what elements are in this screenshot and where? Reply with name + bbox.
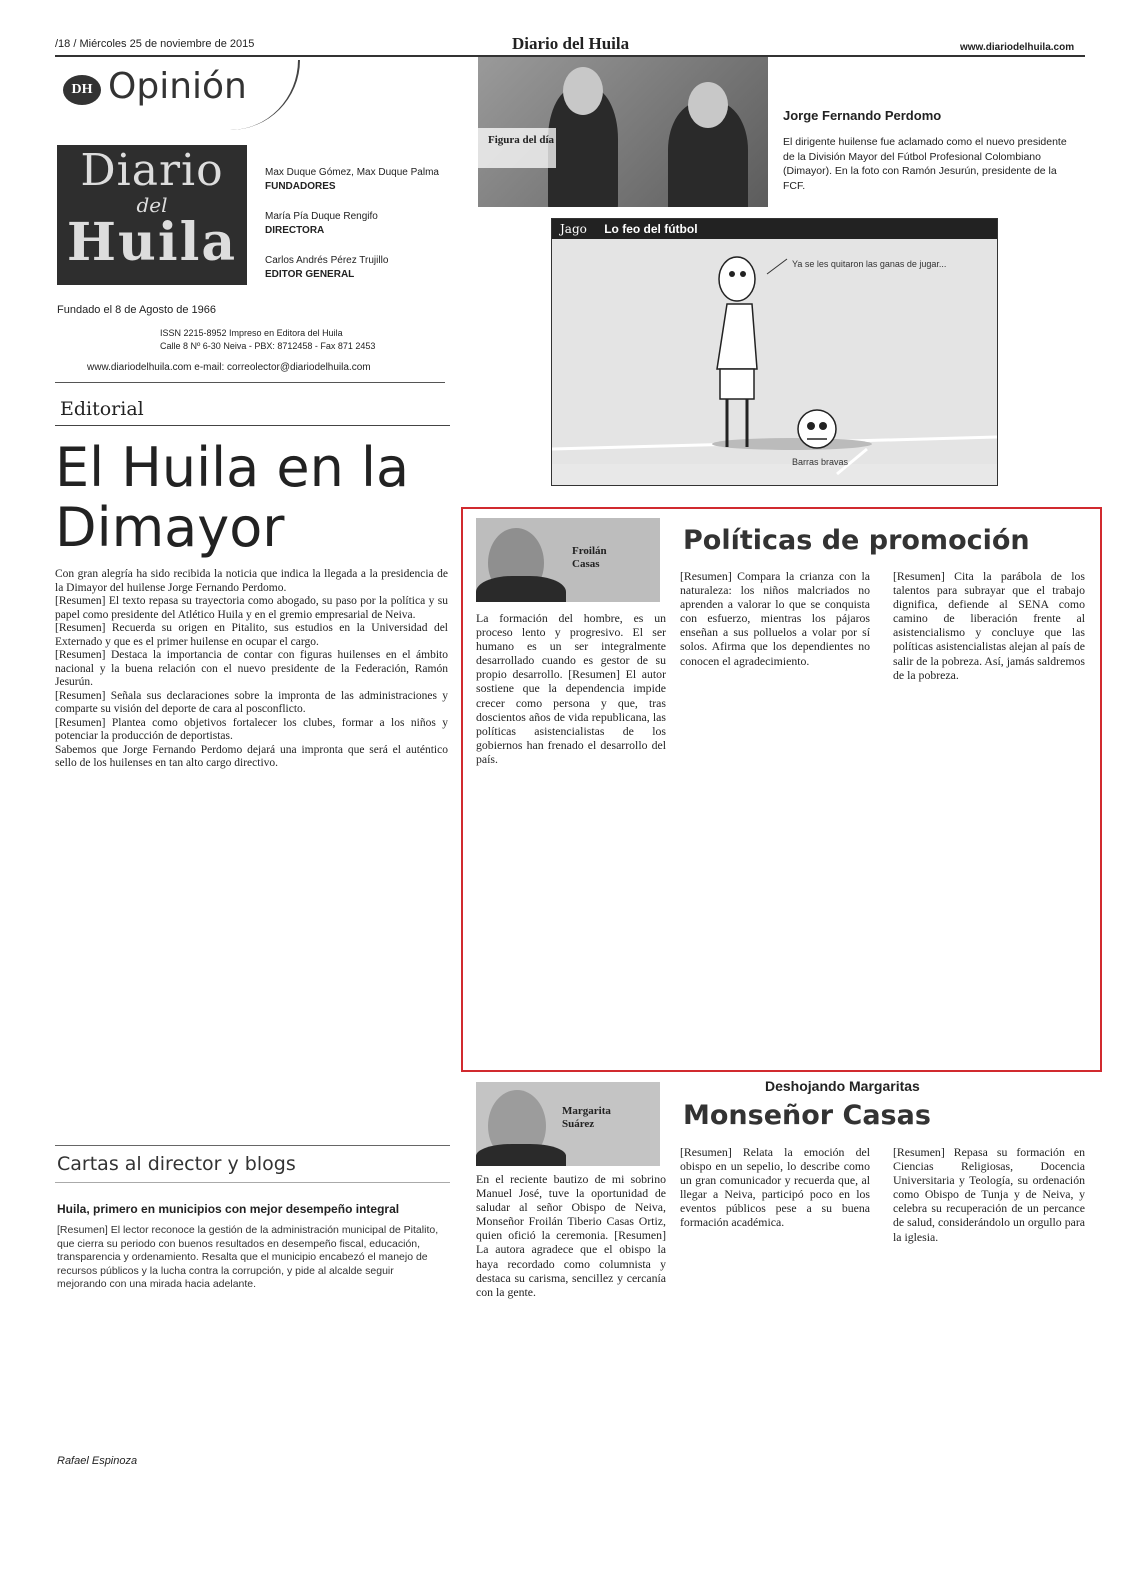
paragraph: Sabemos que Jorge Fernando Perdomo dejará una impronta que será el auténtico sello de los huilenses en tan alto cargo directivo. [55, 743, 448, 769]
author-suit [476, 576, 566, 602]
paper-name: Diario del Huila [512, 34, 630, 53]
cartoon-title: Lo feo del fútbol [604, 222, 698, 236]
author-photo [476, 518, 660, 602]
article-column-2: [Resumen] Compara la crianza con la naturaleza: los niños malcriados no aprenden a valorar lo que se conquista con esfuerzo, mientras los pájaros enseñan a sus polluelos a volar por sí solos. Afirma que los dependientes no conocen el agradecimiento. [680, 569, 870, 668]
editorial-title: El Huila en la Dimayor [55, 436, 410, 559]
paragraph: [Resumen] El texto repasa su trayectoria como abogado, su paso por la política y su papel como presidente del Atlético Huila y en el gremio empresarial de Neiva. [55, 595, 448, 621]
author-last: Casas [572, 558, 600, 570]
cartoon-caption: Barras bravas [792, 457, 849, 467]
masthead-logo [57, 145, 247, 285]
author-shoulders [476, 1144, 566, 1166]
author-name [562, 1105, 611, 1131]
page-info: /18 / Miércoles 25 de noviembre de 2015 [55, 38, 255, 50]
article-title: Monseñor Casas [683, 1100, 931, 1131]
letter-title: Huila, primero en municipios con mejor desempeño integral [57, 1202, 400, 1216]
cartoon-drawing [552, 219, 998, 486]
contact-line[interactable]: www.diariodelhuila.com e-mail: correolector@diariodelhuila.com [87, 362, 371, 373]
dh-logo-badge: DH [63, 75, 101, 105]
column-text: [Resumen] Cita la parábola de los talentos para subrayar que el trabajo dignifica, defiende al SENA como camino de liberación frente al asistencialismo y concluye que las políticas asistencialistas alejan al país de salir de la pobreza. [893, 569, 1085, 668]
letter-body: [Resumen] El lector reconoce la gestión de la administración municipal de Pitalito, que cierra su periodo con buenos resultados en desempeño fiscal, educación, transparencia y ordenamiento. Resalta que el municipio encabezó el manejo de recursos públicos y la lucha contra la corrupción, y pide al alcalde seguir mejorando con una mirada hacia adelante. [57, 1224, 439, 1291]
staff-role: EDITOR GENERAL [265, 269, 355, 280]
article-title: Políticas de promoción [683, 525, 1030, 556]
issn-block [160, 327, 375, 353]
masthead-line1: Diario [80, 145, 224, 196]
staff-names: Carlos Andrés Pérez Trujillo [265, 255, 389, 266]
face-right [688, 82, 728, 128]
author-first: Froilán [572, 545, 607, 557]
staff-founders [265, 166, 439, 194]
figure-name: Jorge Fernando Perdomo [783, 108, 942, 123]
staff-editor [265, 254, 388, 282]
article-column-1: La formación del hombre, es un proceso lento y progresivo. El ser humano es un ser integralmente desarrollado cuando es gestor de su propio desarrollo. [Resumen] El autor sostiene que la dependencia impide crecer como persona y que, tras doscientos años de vida republicana, las políticas asistencialistas de los gobiernos han frenado el desarrollo del país. [476, 611, 666, 766]
paragraph: [Resumen] Destaca la importancia de contar con figuras huilenses en el ámbito nacional y la buena relación con el nuevo presidente de la Federación, Ramón Jesurún. [55, 649, 448, 688]
figure-text: El dirigente huilense fue aclamado como el nuevo presidente de la División Mayor del Fútbol Profesional Colombiano (Dimayor). En la foto con Ramón Jesurún, presidente de la FCF. [783, 136, 1067, 192]
section-title: Opinión [108, 66, 247, 107]
founded-date: Fundado el 8 de Agosto de 1966 [57, 304, 217, 316]
figure-tag: Figura del día [478, 128, 556, 168]
paragraph: [Resumen] Recuerda su origen en Pitalito, sus estudios en la Universidad del Externado y que es el primer huilense en ocupar el cargo. [55, 622, 448, 648]
author-last: Suárez [562, 1118, 595, 1130]
staff-names: Max Duque Gómez, Max Duque Palma [265, 167, 439, 178]
column-kicker: Deshojando Margaritas [765, 1078, 920, 1094]
issn-line: ISSN 2215-8952 Impreso en Editora del Huila [160, 328, 343, 338]
article-column-1: En el reciente bautizo de mi sobrino Manuel José, tuve la oportunidad de saludar al señor Obispo de Neiva, Monseñor Froilán Tiberio Casas Ortiz, quien ofició la ceremonia. [Resumen] La autora agradece que el obispo la haya recordado como columnista y destaca su carisma, sencillez y cercanía con la gente. [476, 1172, 666, 1299]
article-column-2: [Resumen] Relata la emoción del obispo en un sepelio, lo describe como un gran comunicador y recuerda que, al llegar a Neiva, participó poco en los eventos públicos pese a su buena formación académica. [680, 1145, 870, 1230]
author-name [572, 545, 607, 571]
editorial-body [55, 568, 448, 771]
article-column-3: [Resumen] Repasa su formación en Ciencias Religiosas, Docencia Universitaria y Teología, su ordenación como Obispo de Tunja y de Neiva, y celebra su recuperación de un percance de salud, considerándolo un orgullo para la iglesia. [893, 1145, 1085, 1244]
face-left [563, 67, 603, 115]
author-first: Margarita [562, 1105, 611, 1117]
cartas-title: Cartas al director y blogs [57, 1153, 296, 1175]
cartoon-author: Jago [560, 222, 587, 236]
paragraph: [Resumen] Plantea como objetivos fortalecer los clubes, formar a los niños y potenciar la producción de deportistas. [55, 716, 448, 742]
staff-role: DIRECTORA [265, 225, 325, 236]
cartoon-speech: Ya se les quitaron las ganas de jugar... [792, 259, 947, 269]
divider [55, 1182, 450, 1183]
column-closing: Así, jamás saldremos de la pobreza. [893, 653, 1085, 682]
letter-signature: Rafael Espinoza [57, 1455, 138, 1467]
divider [55, 1145, 450, 1146]
section-swoosh [210, 60, 300, 130]
paragraph: [Resumen] Señala sus declaraciones sobre la impronta de las administraciones y comparte su visión del deporte de cara al posconflicto. [55, 689, 448, 715]
editorial-label: Editorial [60, 398, 144, 420]
masthead-line2: del [136, 193, 168, 217]
paragraph: Con gran alegría ha sido recibida la noticia que indica la llegada a la presidencia de la Dimayor del huilense Jorge Fernando Perdomo. [55, 568, 448, 594]
article-column-3 [893, 569, 1085, 682]
address-line: Calle 8 Nº 6-30 Neiva - PBX: 8712458 - Fax 871 2453 [160, 341, 376, 351]
staff-names: María Pía Duque Rengifo [265, 211, 378, 222]
divider [55, 382, 445, 383]
site-url[interactable]: www.diariodelhuila.com [960, 42, 1075, 53]
cartoon [551, 218, 998, 486]
masthead-line3: Huila [66, 212, 238, 273]
divider [55, 425, 450, 426]
staff-role: FUNDADORES [265, 181, 336, 192]
staff-director [265, 210, 378, 238]
